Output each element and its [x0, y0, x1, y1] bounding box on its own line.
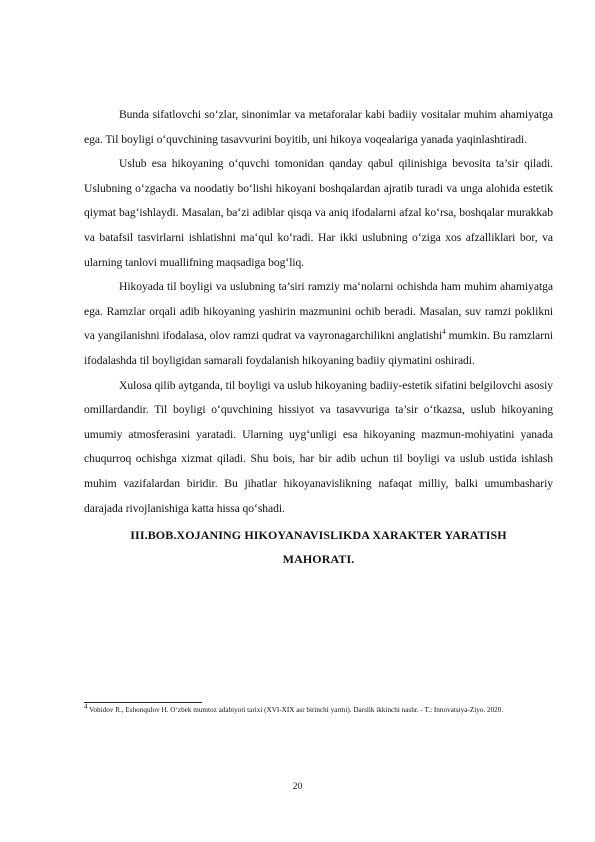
footnote-text: Vohidov R., Eshonqulov H. O‘zbek mumtoz adabiyoti tarixi (XVI-XIX asr birinchi yarmi). Darslik ikkinchi nashr. - T.: Innovatsiya-Ziyo. 2020. — [87, 706, 504, 714]
paragraph-4: Xulosa qilib aytganda, til boyligi va uslub hikoyaning badiiy-estetik sifatini belgilovchi asosiy omillardandir. Til boyligi o‘quvchining hissiyot va tasavvuriga ta’sir o‘tkazsa, uslub hikoyaning umumiy atmosferasini yaratadi. Ularning uyg‘unligi esa hikoyaning mazmun-mohiyatini yanada chuqurroq ochishga xizmat qiladi. Shu bois, har bir adib uchun til boyligi va uslub ustida ishlash muhim vazifalardan biridir. Bu jihatlar hikoyanavislikning nafaqat milliy, balki umumbashariy darajada rivojlanishiga katta hissa qo‘shadi. — [84, 378, 553, 515]
paragraph-3-text-before: Hikoyada til boyligi va uslubning ta’siri ramziy ma‘nolarni ochishda ham muhim ahamiyatga ega. Ramzlar orqali adib hikoyaning yashirin mazmunini ochib beradi. Masalan, suv ramzi poklikni va yangilanishni ifodalasa, olov ramzi qudrat va vayronagarchilikni anglatishi — [84, 280, 553, 343]
paragraph-3 — [84, 275, 553, 373]
paragraph-3-text-after: mumkin. Bu ramzlarni ifodalashda til boyligidan samarali foydalanish hikoyaning badiiy qiymatini oshiradi. — [84, 329, 553, 367]
footnote — [84, 704, 553, 717]
paragraph-1: Bunda sifatlovchi so‘zlar, sinonimlar va metaforalar kabi badiiy vositalar muhim ahamiyatga ega. Til boyligi o‘quvchining tasavvurini boyitib, uni hikoya voqealariga yanada yaqinlashtiradi. — [84, 108, 553, 146]
paragraph-2: Uslub esa hikoyaning o‘quvchi tomonidan qanday qabul qilinishiga bevosita ta’sir qiladi. Uslubning o‘zgacha va noodatiy bo‘lishi hikoyani boshqalardan ajratib turadi va unga alohida estetik qiymat bag‘ishlaydi. Masalan, ba‘zi adiblar qisqa va aniq ifodalarni afzal ko‘rsa, boshqalar murakkab va batafsil tasvirlarni ishlatishni ma‘qul ko‘radi. Har ikki uslubning o‘ziga xos afzalliklari bor, va ularning tanlovi muallifning maqsadiga bog‘liq. — [84, 157, 553, 269]
body-text — [84, 103, 553, 571]
page-number: 20 — [292, 782, 303, 792]
footnote-reference[interactable]: 4 — [442, 328, 446, 337]
chapter-heading-line-1: III.BOB.XOJANING HIKOYANAVISLIKDA XARAKTER YARATISH — [130, 528, 507, 543]
footnote-number: 4 — [84, 702, 88, 711]
chapter-heading — [84, 523, 553, 571]
footnote-divider — [84, 702, 202, 703]
chapter-heading-line-2: MAHORATI. — [282, 552, 355, 567]
